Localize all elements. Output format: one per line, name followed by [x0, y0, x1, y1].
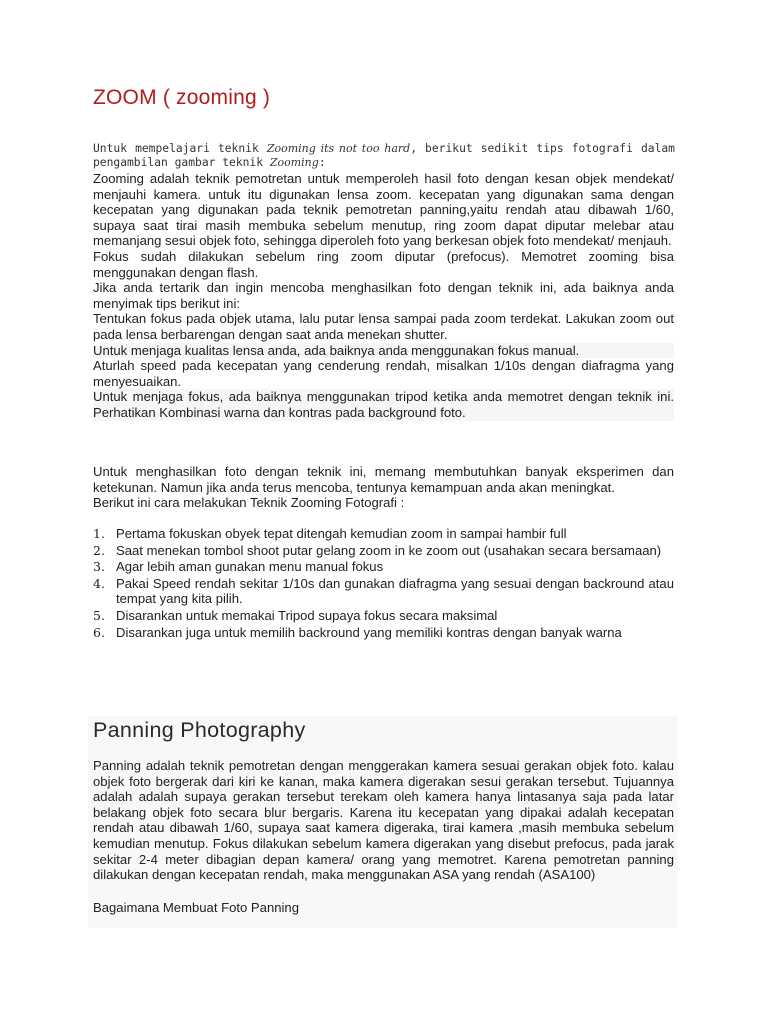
list-item — [93, 559, 674, 575]
zoom-paragraph: Jika anda tertarik dan ingin mencoba menghasilkan foto dengan teknik ini, ada baiknya anda menyimak tips berikut ini: — [93, 280, 674, 311]
zoom-heading: ZOOM ( zooming ) — [93, 86, 271, 109]
list-item — [93, 576, 674, 607]
list-item — [93, 543, 674, 559]
list-text: Pakai Speed rendah sekitar 1/10s dan gunakan diafragma yang sesuai dengan backround atau tempat yang kita pilih. — [116, 575, 674, 607]
zoom-intro — [93, 142, 675, 170]
zoom-paragraph: Zooming adalah teknik pemotretan untuk memperoleh hasil foto dengan kesan objek mendekat/ menjauhi kamera. untuk itu digunakan lensa zoom. kecepatan yang digunakan sama dengan kecepatan yang digunakan pada teknik pemotretan panning,yaitu rendah atau dibawah 1/60, supaya saat tirai masih membuka sebelum menutup, ring zoom dapat diputar melebar atau memanjang sesui objek foto, sehingga diperoleh foto yang berkesan objek foto mendekat/ menjauh. — [93, 171, 674, 249]
panning-heading: Panning Photography — [93, 718, 306, 742]
list-number: 4. — [93, 575, 105, 591]
list-number: 3. — [93, 559, 105, 575]
zoom-tip: Aturlah speed pada kecepatan yang cenderung rendah, misalkan 1/10s dengan diafragma yang menyesuaikan. — [93, 358, 674, 389]
zoom-body — [93, 171, 674, 421]
panning-body — [93, 758, 674, 915]
list-text: Agar lebih aman gunakan menu manual fokus — [116, 559, 384, 575]
intro-em-a: Zooming its not too hard — [266, 142, 411, 155]
howto-lead: Berikut ini cara melakukan Teknik Zooming Fotografi : — [93, 495, 405, 511]
list-text: Pertama fokuskan obyek tepat ditengah kemudian zoom in sampai hambir full — [116, 526, 567, 541]
intro-em-b: Zooming — [269, 156, 319, 169]
list-text: Disarankan untuk memakai Tripod supaya fokus secara maksimal — [116, 607, 498, 623]
list-text: Disarankan juga untuk memilih backround yang memiliki kontras dengan banyak warna — [116, 624, 622, 640]
intro-text-a: Untuk mempelajari teknik — [93, 142, 267, 155]
panning-subheading: Bagaimana Membuat Foto Panning — [93, 899, 299, 915]
panning-paragraph: Panning adalah teknik pemotretan dengan menggerakan kamera sesuai gerakan objek foto. kalau objek foto bergerak dari kiri ke kanan, maka kamera digerakan sesui gerakan tersebut. Tujuannya adalah adalah supaya gerakan tersebut terekam oleh kamera hanya lintasanya saja pada latar belakang objek foto secara blur bergaris. Karena itu kecepatan yang dipakai adalah kecepatan rendah atau dibawah 1/60, supaya saat kamera digeraka, tirai kamera ,masih membuka sebelum kemudian menutup. Fokus dilakukan sebelum kamera digerakan yang disebut prefocus, pada jarak sekitar 2-4 meter dibagian depan kamera/ orang yang memotret. Karena pemotretan panning dilakukan dengan kecepatan rendah, maka menggunakan ASA yang rendah (ASA100) — [93, 758, 674, 883]
list-text: Saat menekan tombol shoot putar gelang zoom in ke zoom out (usahakan secara bersamaan) — [116, 542, 662, 558]
zoom-tip: Untuk menjaga kualitas lensa anda, ada baiknya anda menggunakan fokus manual. — [93, 343, 674, 359]
list-number: 5. — [93, 607, 105, 623]
intro-text-c: : — [318, 156, 326, 169]
zoom-tip: Untuk menjaga fokus, ada baiknya menggunakan tripod ketika anda memotret dengan teknik ini. Perhatikan Kombinasi warna dan kontras pada background foto. — [93, 389, 674, 420]
list-number: 2. — [93, 542, 105, 558]
howto-paragraph: Untuk menghasilkan foto dengan teknik ini, memang membutuhkan banyak eksperimen dan ketekunan. Namun jika anda terus mencoba, tentunya kemampuan anda akan meningkat. — [93, 464, 674, 495]
zoom-paragraph: Fokus sudah dilakukan sebelum ring zoom diputar (prefocus). Memotret zooming bisa menggunakan dengan flash. — [93, 248, 674, 280]
zoom-tip: Tentukan fokus pada objek utama, lalu putar lensa sampai pada zoom terdekat. Lakukan zoom out pada lensa berbarengan dengan saat anda menekan shutter. — [93, 311, 674, 342]
zooming-howto — [93, 464, 674, 511]
intro-text-b: , berikut sedikit tips fotografi dalam pengambilan gambar teknik — [93, 142, 675, 169]
list-number: 6. — [93, 624, 105, 640]
list-number: 1. — [93, 526, 105, 541]
list-item — [93, 625, 674, 641]
zooming-steps-list — [93, 526, 674, 641]
list-item — [93, 526, 674, 542]
list-item — [93, 608, 674, 624]
